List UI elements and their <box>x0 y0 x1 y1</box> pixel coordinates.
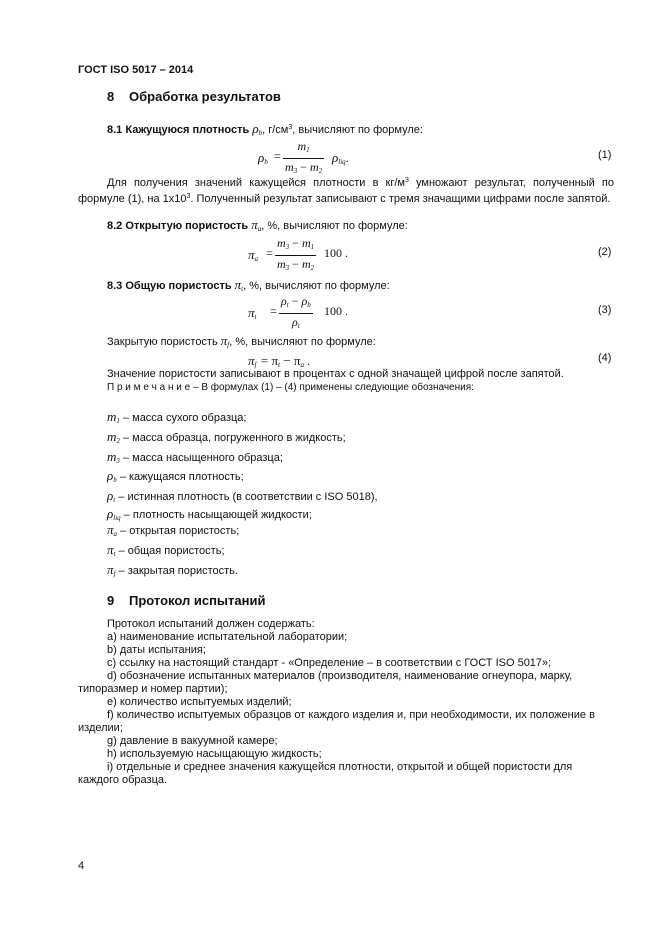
legend-item: $m_2$ – масса образца, погруженного в жидкость; <box>107 429 346 445</box>
protocol-line: g) давление в вакуумной камере; <box>107 735 278 747</box>
legend-item: $\pi_t$ – общая пористость; <box>107 542 225 558</box>
protocol-line: изделии; <box>78 722 123 734</box>
legend-item: $m_1$ – масса сухого образца; <box>107 409 247 425</box>
legend-item: $\rho_{liq}$ – плотность насыщающей жидкости; <box>107 506 312 522</box>
section-8-title: Обработка результатов <box>129 89 281 104</box>
section-8-number: 8 <box>107 89 115 104</box>
protocol-line: e) количество испытуемых изделий; <box>107 696 292 708</box>
legend-item: $\pi_a$ – открытая пористость; <box>107 522 240 538</box>
clause-8-3: 8.3 Общую пористость $\pi_t$, %, вычисляют по формуле: <box>107 277 390 293</box>
paragraph-units: Для получения значений кажущейся плотности в $кг/м^3$ умножают результат, полученный по формуле (1), на $1х10^3$. Полученный результат записывают с тремя значащими цифрами после запятой. <box>78 177 614 205</box>
document-header: ГОСТ ISO 5017 – 2014 <box>78 64 194 76</box>
protocol-line: каждого образца. <box>78 774 168 786</box>
note-rounding: Значение пористости записывают в процентах с одной значащей цифрой после запятой. <box>107 368 564 380</box>
protocol-line: c) ссылку на настоящий стандарт - «Определение – в соответствии с ГОСТ ISO 5017»; <box>107 657 552 669</box>
protocol-line: b) даты испытания; <box>107 644 206 656</box>
equation-2-number: (2) <box>598 246 612 258</box>
protocol-line: типоразмер и номер партии); <box>78 683 228 695</box>
section-9-title: Протокол испытаний <box>129 593 266 608</box>
equation-4-number: (4) <box>598 352 612 364</box>
protocol-line: i) отдельные и среднее значения кажущейся плотности, открытой и общей пористости для <box>107 761 573 773</box>
section-9-number: 9 <box>107 593 115 608</box>
protocol-line: Протокол испытаний должен содержать: <box>107 618 315 630</box>
legend-item: $m_3$ – масса насыщенного образца; <box>107 449 283 465</box>
protocol-line: h) используемую насыщающую жидкость; <box>107 748 322 760</box>
equation-3-number: (3) <box>598 304 612 316</box>
legend-item: $\rho_b$ – кажущаяся плотность; <box>107 468 244 484</box>
legend-item: $\rho_t$ – истинная плотность (в соответствии с ISO 5018), <box>107 488 378 504</box>
page-number: 4 <box>78 860 85 872</box>
protocol-line: a) наименование испытательной лаборатории; <box>107 631 348 643</box>
protocol-line: f) количество испытуемых образцов от каждого изделия и, при необходимости, их положение в <box>107 709 595 721</box>
legend-item: $\pi_f$ – закрытая пористость. <box>107 562 238 578</box>
equation-1-number: (1) <box>598 149 612 161</box>
note-legend-intro: П р и м е ч а н и е – В формулах (1) – (4) применены следующие обозначения: <box>107 382 474 393</box>
protocol-line: d) обозначение испытанных материалов (производителя, наименование огнеупора, марку, <box>107 670 573 682</box>
clause-8-1: 8.1 Кажущуюся плотность $\rho_b$, $г/см^3$, вычисляют по формуле: <box>107 121 423 137</box>
closed-porosity-line: Закрытую пористость $\pi_f$, %, вычисляют по формуле: <box>107 333 376 349</box>
clause-8-2: 8.2 Открытую пористость $\pi_a$, %, вычисляют по формуле: <box>107 217 408 233</box>
